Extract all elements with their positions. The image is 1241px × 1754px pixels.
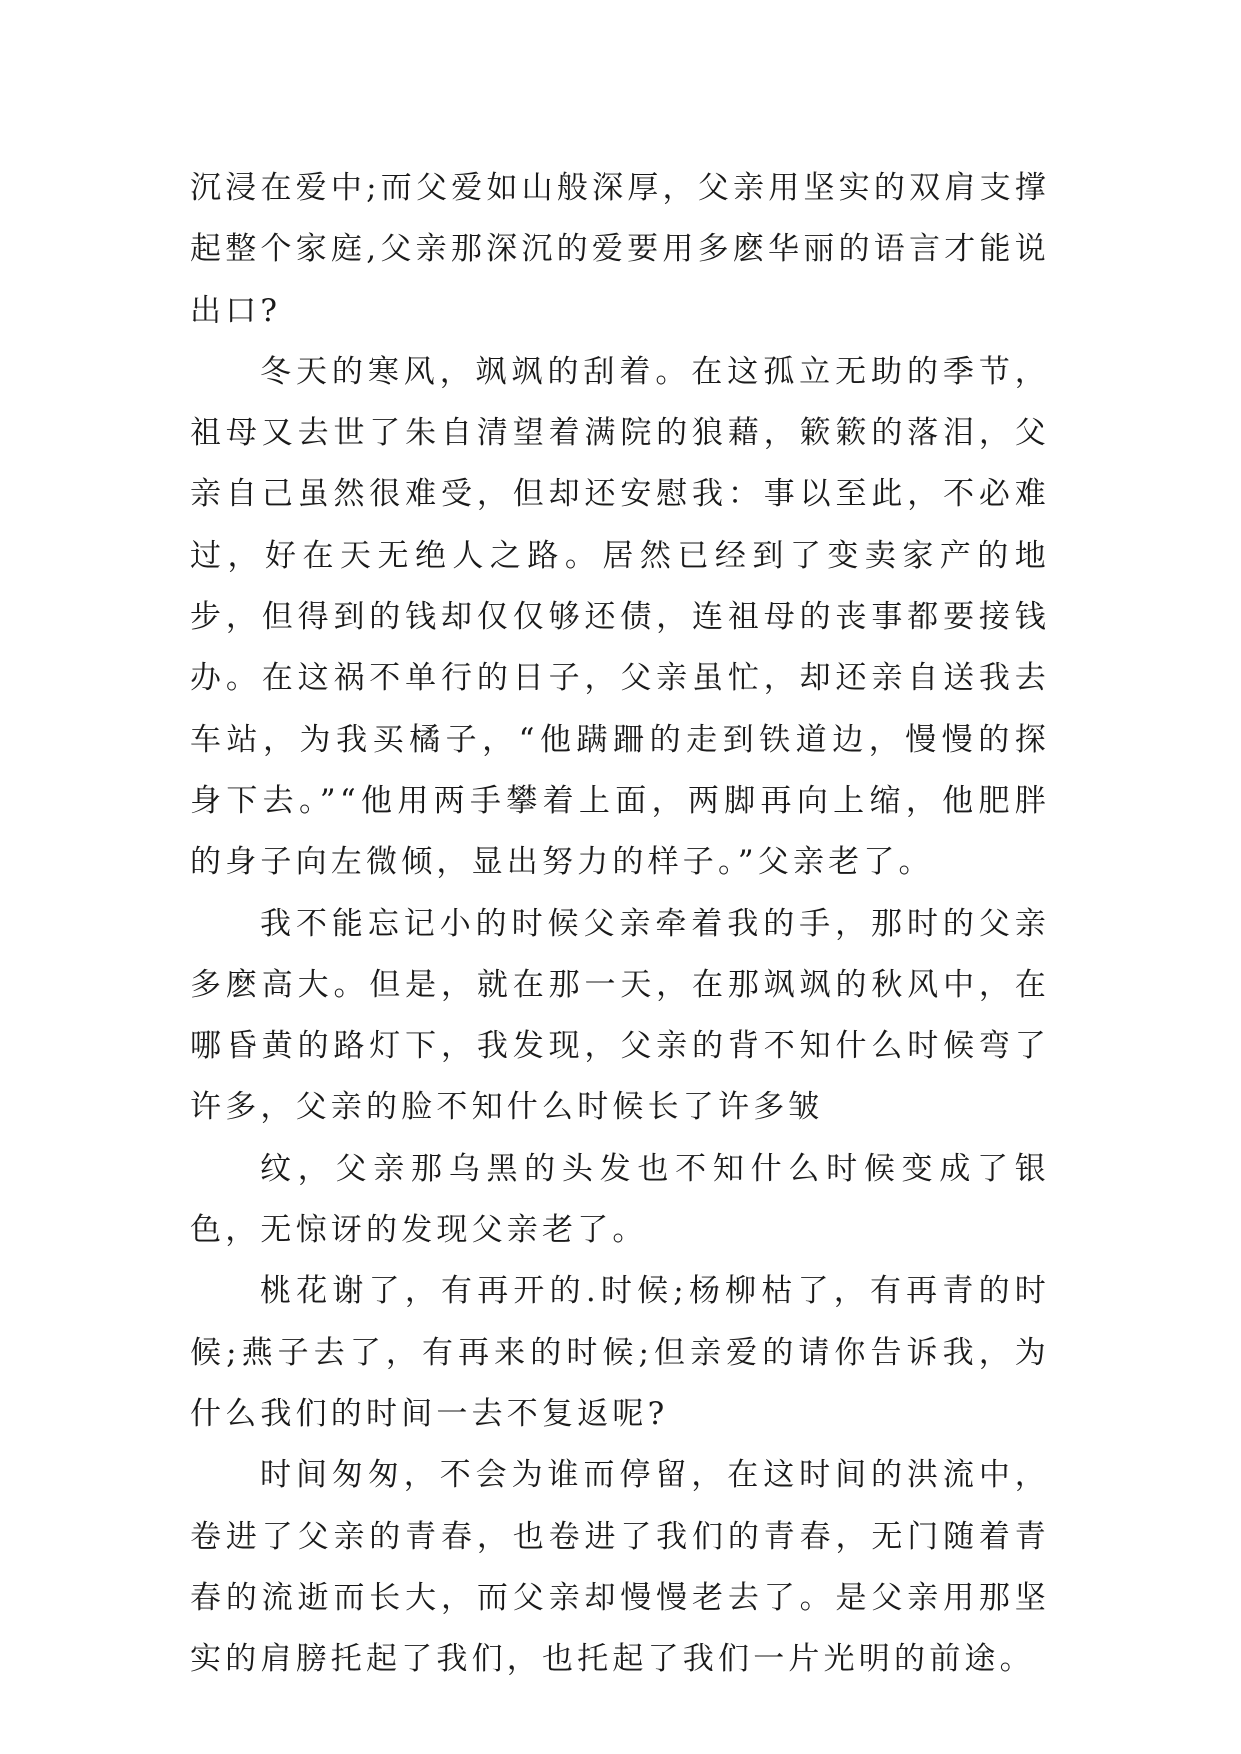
paragraph-3: 我不能忘记小的时候父亲牵着我的手，那时的父亲多麽高大。但是，就在那一天，在那飒飒的秋风中，在哪昏黄的路灯下，我发现，父亲的背不知什么时候弯了许多，父亲的脸不知什么时候长了许多皱 (190, 905, 1050, 1126)
paragraph-4: 纹，父亲那乌黑的头发也不知什么时候变成了银色，无惊讶的发现父亲老了。 (190, 1150, 1050, 1249)
paragraph-5: 桃花谢了，有再开的.时候;杨柳枯了，有再青的时候;燕子去了，有再来的时候;但亲爱的请你告诉我，为什么我们的时间一去不复返呢? (190, 1273, 1050, 1432)
paragraph-2: 冬天的寒风，飒飒的刮着。在这孤立无助的季节，祖母又去世了朱自清望着满院的狼藉，簌簌的落泪，父亲自己虽然很难受，但却还安慰我：事以至此，不必难过，好在天无绝人之路。居然已经到了变卖家产的地步，但得到的钱却仅仅够还债，连祖母的丧事都要接钱办。在这祸不单行的日子，父亲虽忙，却还亲自送我去车站，为我买橘子，“他蹒跚的走到铁道边，慢慢的探身下去。”“他用两手攀着上面，两脚再向上缩，他肥胖的身子向左微倾，显出努力的样子。”父亲老了。 (190, 353, 1050, 881)
paragraph-6: 时间匆匆，不会为谁而停留，在这时间的洪流中，卷进了父亲的青春，也卷进了我们的青春，无门随着青春的流逝而长大，而父亲却慢慢老去了。是父亲用那坚实的肩膀托起了我们，也托起了我们一片光明的前途。 (190, 1457, 1050, 1678)
body-text (190, 158, 1050, 1690)
paragraph-1: 沉浸在爱中;而父爱如山般深厚，父亲用坚实的双肩支撑起整个家庭,父亲那深沉的爱要用多麽华丽的语言才能说出口? (190, 170, 1050, 329)
